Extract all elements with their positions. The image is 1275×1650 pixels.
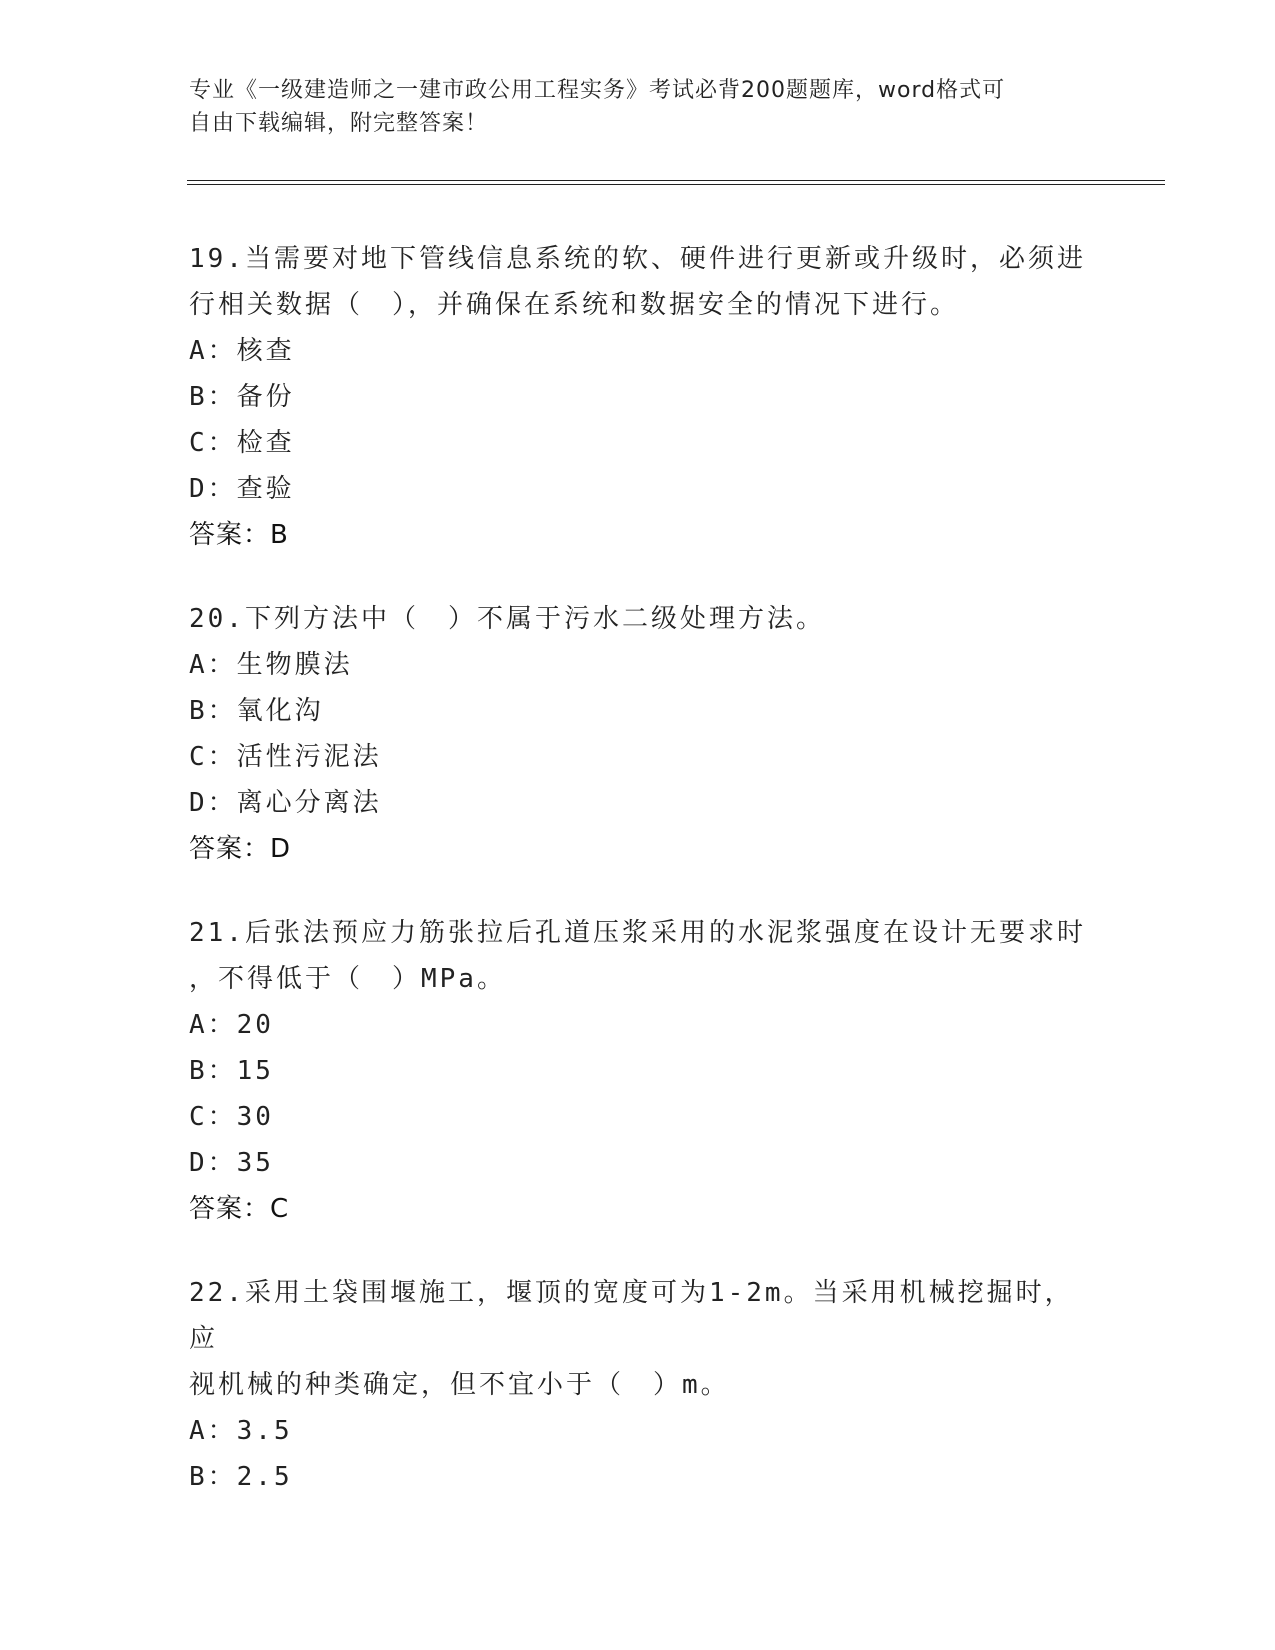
header-divider-bottom [187, 184, 1165, 185]
option-b: B：备份 [189, 382, 295, 412]
option-c: C：30 [189, 1102, 274, 1132]
question-stem-line: 19.当需要对地下管线信息系统的软、硬件进行更新或升级时，必须进 [189, 244, 1086, 274]
option-d: D：离心分离法 [189, 788, 382, 818]
option-a: A：生物膜法 [189, 650, 353, 680]
option-a: A：20 [189, 1010, 274, 1040]
answer-line: 答案：C [189, 1194, 290, 1224]
option-d: D：35 [189, 1148, 274, 1178]
question-22 [189, 1270, 1089, 1500]
question-stem-line: 21.后张法预应力筋张拉后孔道压浆采用的水泥浆强度在设计无要求时 [189, 918, 1086, 948]
header-line-1: 专业《一级建造师之一建市政公用工程实务》考试必背200题题库，word格式可 [189, 78, 1006, 103]
question-21 [189, 910, 1089, 1232]
document-header [189, 74, 1079, 140]
question-stem-line: 视机械的种类确定，但不宜小于（ ）m。 [189, 1370, 730, 1400]
answer-line: 答案：D [189, 834, 292, 864]
option-c: C：检查 [189, 428, 295, 458]
option-d: D：查验 [189, 474, 295, 504]
question-stem-line: 20.下列方法中（ ）不属于污水二级处理方法。 [189, 604, 825, 634]
question-stem-line: 22.采用土袋围堰施工，堰顶的宽度可为1-2m。当采用机械挖掘时，应 [189, 1278, 1074, 1354]
option-c: C：活性污泥法 [189, 742, 382, 772]
option-b: B：2.5 [189, 1462, 293, 1492]
question-stem-line: ，不得低于（ ）MPa。 [189, 964, 506, 994]
question-stem-line: 行相关数据（ ），并确保在系统和数据安全的情况下进行。 [189, 290, 960, 320]
answer-line: 答案：B [189, 520, 289, 550]
option-a: A：核查 [189, 336, 295, 366]
question-19 [189, 236, 1089, 558]
option-b: B：15 [189, 1056, 274, 1086]
question-list [189, 236, 1089, 1538]
option-a: A：3.5 [189, 1416, 293, 1446]
option-b: B：氧化沟 [189, 696, 324, 726]
question-20 [189, 596, 1089, 872]
header-divider-top [187, 180, 1165, 181]
header-line-2: 自由下载编辑，附完整答案！ [189, 111, 489, 136]
